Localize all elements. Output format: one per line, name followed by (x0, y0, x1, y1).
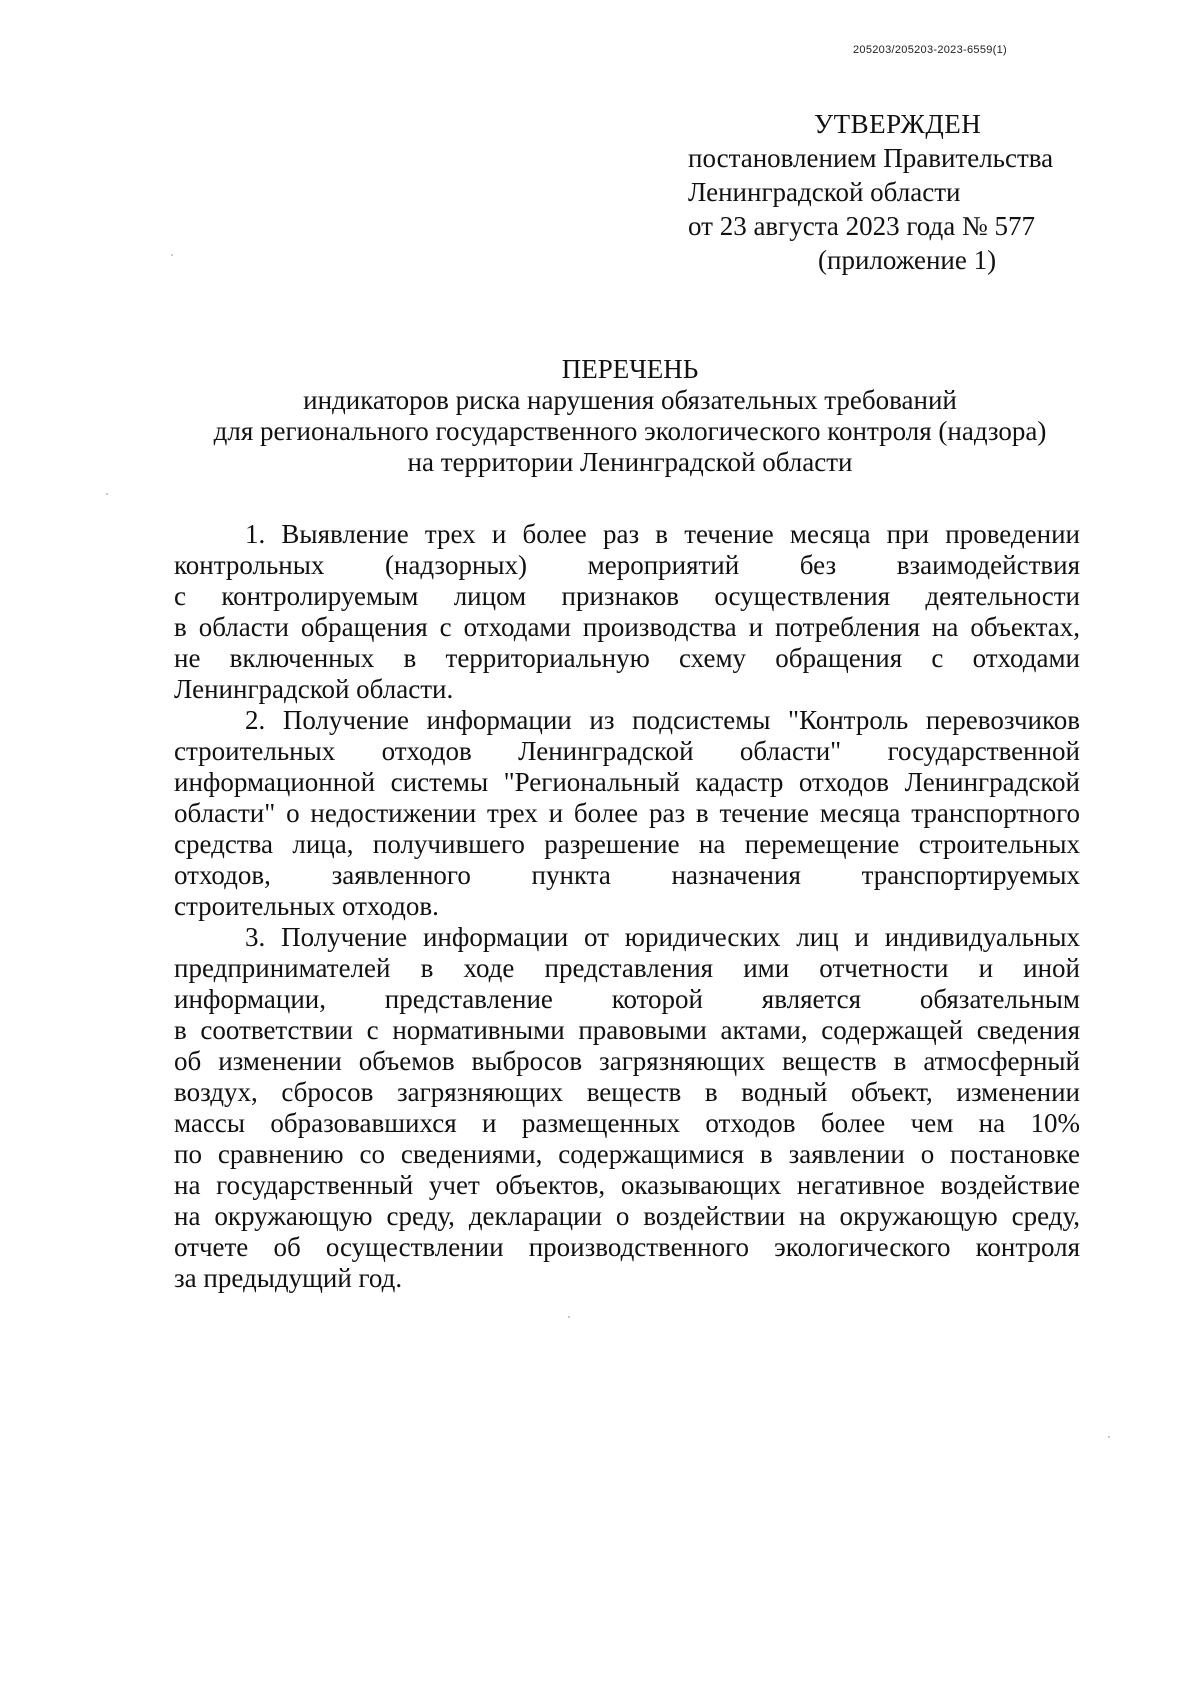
title-line-2: для регионального государственного экологического контроля (надзора) (213, 416, 1047, 446)
list-item-line: в соответствии с нормативными правовыми актами, содержащей сведения (174, 1015, 1080, 1045)
list-item-line: Ленинградской области. (174, 674, 454, 704)
approval-stamp (688, 107, 1088, 277)
title-main: ПЕРЕЧЕНЬ (561, 354, 699, 384)
list-item-line: на окружающую среду, декларации о воздействии на окружающую среду, (174, 1201, 1080, 1231)
scan-speck (106, 493, 108, 495)
document-title (0, 354, 1200, 478)
list-item-line: контрольных (надзорных) мероприятий без взаимодействия (174, 550, 1080, 580)
list-item-line: средства лица, получившего разрешение на перемещение строительных (174, 829, 1080, 859)
list-item-line: области" о недостижении трех и более раз в течение месяца транспортного (174, 798, 1080, 828)
scan-speck (568, 1316, 570, 1318)
approval-heading: УТВЕРЖДЕН (814, 109, 982, 139)
list-item-line: 1. Выявление трех и более раз в течение месяца при проведении (245, 519, 1080, 549)
list-item-line: не включенных в территориальную схему обращения с отходами (174, 643, 1080, 673)
list-item-line: с контролируемым лицом признаков осуществления деятельности (174, 581, 1080, 611)
list-item-line: отчете об осуществлении производственного экологического контроля (174, 1232, 1080, 1262)
approval-line-1: постановлением Правительства (688, 143, 1054, 173)
scan-speck (171, 254, 173, 256)
list-item-line: информации, представление которой является обязательным (174, 984, 1080, 1014)
approval-appendix: (приложение 1) (818, 245, 997, 275)
list-item-line: воздух, сбросов загрязняющих веществ в водный объект, изменении (174, 1077, 1080, 1107)
approval-line-2: Ленинградской области (688, 177, 961, 207)
title-line-1: индикаторов риска нарушения обязательных требований (303, 385, 957, 415)
document-id: 205203/205203-2023-6559(1) (853, 44, 1007, 56)
list-item-line: 3. Получение информации от юридических лиц и индивидуальных (245, 922, 1080, 952)
title-line-3: на территории Ленинградской области (407, 447, 853, 477)
list-item-line: за предыдущий год. (174, 1263, 403, 1293)
list-item-line: массы образовавшихся и размещенных отходов более чем на 10% (174, 1108, 1080, 1138)
list-item-line: строительных отходов. (174, 891, 439, 921)
list-item-line: предпринимателей в ходе представления ими отчетности и иной (174, 953, 1080, 983)
list-item-line: об изменении объемов выбросов загрязняющих веществ в атмосферный (174, 1046, 1080, 1076)
list-item-line: на государственный учет объектов, оказывающих негативное воздействие (174, 1170, 1080, 1200)
list-item (174, 519, 1080, 705)
list-item-line: по сравнению со сведениями, содержащимися в заявлении о постановке (174, 1139, 1080, 1169)
list-item (174, 705, 1080, 922)
list-item-line: 2. Получение информации из подсистемы "Контроль перевозчиков (245, 705, 1080, 735)
list-item-line: в области обращения с отходами производства и потребления на объектах, (174, 612, 1080, 642)
list-item-line: строительных отходов Ленинградской области" государственной (174, 736, 1080, 766)
list-item (174, 922, 1080, 1294)
approval-line-3: от 23 августа 2023 года № 577 (688, 211, 1035, 241)
scan-speck (1108, 1436, 1110, 1438)
document-body (174, 519, 1080, 1294)
list-item-line: информационной системы "Региональный кадастр отходов Ленинградской (174, 767, 1080, 797)
list-item-line: отходов, заявленного пункта назначения транспортируемых (174, 860, 1080, 890)
